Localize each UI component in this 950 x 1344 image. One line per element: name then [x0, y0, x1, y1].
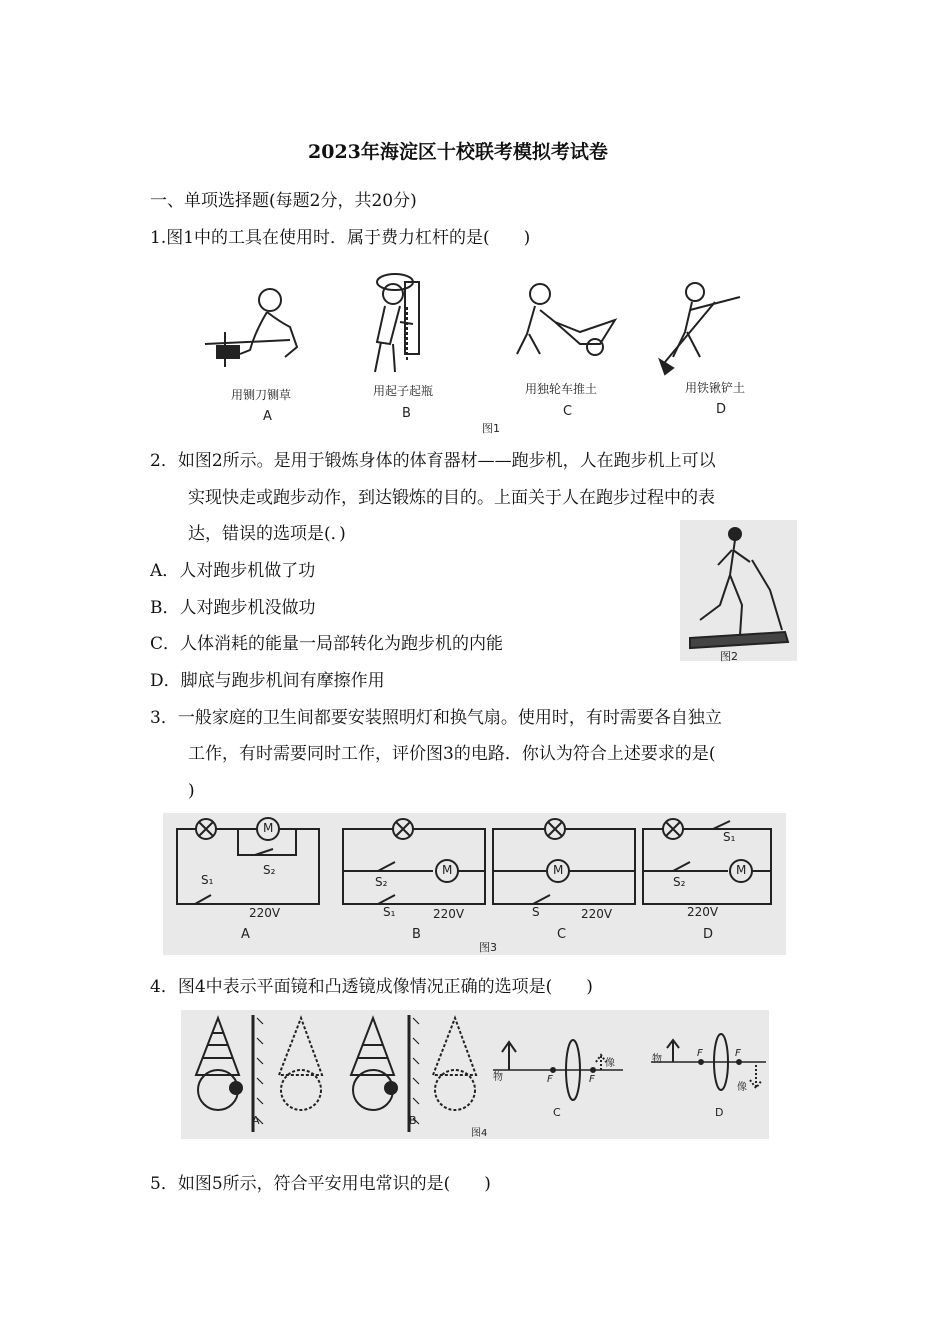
- question-2-option-c: C．人体消耗的能量一局部转化为跑步机的内能: [150, 634, 504, 654]
- fig4-c-image-label: 像: [605, 1058, 615, 1069]
- circuit-b-motor: M: [442, 863, 453, 877]
- circuit-d-letter: D: [703, 927, 714, 942]
- question-3-stem-line1: 3．一般家庭的卫生间都要安装照明灯和换气扇。使用时，有时需要各自独立: [150, 708, 722, 728]
- page-title: 2023年海淀区十校联考模拟考试卷: [308, 141, 608, 163]
- question-2-option-d: D．脚底与跑步机间有摩擦作用: [150, 671, 385, 691]
- fig4-letter-c: C: [553, 1106, 561, 1119]
- fig4-c-object-label: 物: [493, 1072, 503, 1083]
- fig1-letter-b: B: [402, 406, 411, 421]
- question-4-stem: 4．图4中表示平面镜和凸透镜成像情况正确的选项是( ): [150, 977, 593, 997]
- question-2-stem-line1: 2．如图2所示。是用于锻炼身体的体育器材——跑步机，人在跑步机上可以: [150, 451, 716, 471]
- question-2-option-b: B．人对跑步机没做功: [150, 598, 316, 618]
- circuit-c-motor: M: [553, 863, 564, 877]
- question-3-stem-line2: 工作，有时需要同时工作，评价图3的电路．你认为符合上述要求的是(: [188, 744, 716, 764]
- fig1-label: 图1: [482, 422, 500, 435]
- fig1-caption-c: 用独轮车推土: [525, 382, 598, 396]
- circuit-a-letter: A: [241, 927, 250, 942]
- circuit-diagrams: [163, 813, 786, 955]
- treadmill-illustration: [680, 520, 797, 661]
- fig1-caption-a: 用铡刀铡草: [231, 388, 292, 402]
- fig4-d-object-label: 物: [652, 1054, 662, 1065]
- fig2-label: 图2: [720, 650, 738, 663]
- circuit-a-motor: M: [263, 821, 274, 835]
- fig1-letter-d: D: [716, 402, 727, 417]
- question-3-stem-line3: ): [188, 781, 195, 801]
- fig1-letter-c: C: [563, 404, 573, 419]
- fig4-d-focus-right: F: [735, 1048, 741, 1059]
- circuit-c-letter: C: [557, 927, 567, 942]
- fig4-c-focus-left: F: [547, 1074, 553, 1085]
- section-heading: 一、单项选择题(每题2分，共20分): [150, 191, 417, 211]
- fig1-letter-a: A: [263, 409, 272, 424]
- circuit-a-s1: S₁: [201, 873, 214, 887]
- circuit-a-voltage: 220V: [249, 906, 281, 920]
- fig4-d-image-label: 像: [737, 1082, 747, 1093]
- circuit-d-s1: S₁: [723, 830, 736, 844]
- question-1-stem: 1.图1中的工具在使用时．属于费力杠杆的是( ): [150, 228, 531, 248]
- fig4-label: 图4: [471, 1128, 488, 1139]
- fig4-c-focus-right: F: [589, 1074, 595, 1085]
- question-2-stem-line2: 实现快走或跑步动作，到达锻炼的目的。上面关于人在跑步过程中的表: [188, 488, 715, 508]
- circuit-b-s2: S₂: [375, 875, 388, 889]
- circuit-c-s: S: [532, 905, 540, 919]
- question-5-stem: 5．如图5所示，符合平安用电常识的是( ): [150, 1174, 491, 1194]
- fig1-caption-d: 用铁锹铲土: [685, 381, 746, 395]
- circuit-d-motor: M: [736, 863, 747, 877]
- mirror-lens-diagrams: [181, 1010, 769, 1139]
- circuit-b-s1: S₁: [383, 905, 396, 919]
- circuit-d-s2: S₂: [673, 875, 686, 889]
- circuit-b-voltage: 220V: [433, 907, 465, 921]
- fig4-letter-a: A: [252, 1114, 260, 1127]
- fig1-caption-b: 用起子起瓶: [373, 384, 434, 398]
- question-2-option-a: A．人对跑步机做了功: [150, 561, 316, 581]
- fig4-d-focus-left: F: [697, 1048, 703, 1059]
- figure-4: [181, 1010, 769, 1139]
- circuit-d-voltage: 220V: [687, 905, 719, 919]
- circuit-c-voltage: 220V: [581, 907, 613, 921]
- fig4-letter-d: D: [715, 1106, 724, 1119]
- circuit-b-letter: B: [412, 927, 421, 942]
- fig4-letter-b: B: [409, 1114, 417, 1127]
- circuit-a-s2: S₂: [263, 863, 276, 877]
- figure-1-illustrations: [195, 262, 755, 432]
- figure-1: [195, 262, 755, 435]
- figure-2: [680, 520, 797, 661]
- question-2-stem-line3: 达，错误的选项是(．): [188, 524, 346, 544]
- fig3-label: 图3: [479, 941, 497, 954]
- figure-3: [163, 813, 786, 955]
